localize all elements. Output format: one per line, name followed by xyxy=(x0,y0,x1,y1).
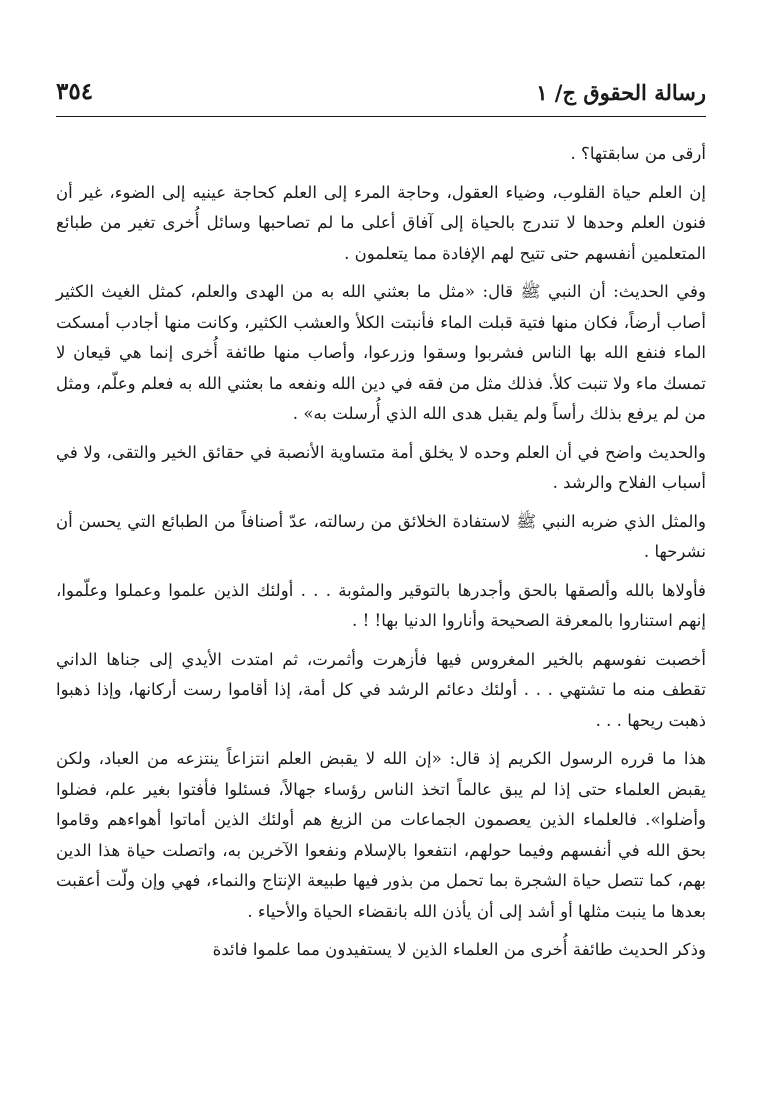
page-header xyxy=(56,78,706,117)
paragraph: وذكر الحديث طائفة أُخرى من العلماء الذين لا يستفيدون مما علموا فائدة xyxy=(212,940,706,959)
paragraph: أخصبت نفوسهم بالخير المغروس فيها فأزهرت وأثمرت، ثم امتدت الأيدي إلى جناها الداني تقطف منه ما تشتهي . . . أولئك دعائم الرشد في كل أمة، إذا أقاموا رست أركانها، وإذا ذهبوا ذهبت ريحها . . . xyxy=(56,649,706,730)
paragraph: أرقى من سابقتها؟ . xyxy=(570,144,706,163)
paragraph: هذا ما قرره الرسول الكريم إذ قال: «إن الله لا يقبض العلم انتزاعاً ينتزعه من العباد، ولكن يقبض العلماء حتى إذا لم يبق عالماً اتخذ الناس رؤساء جهالاً، فسئلوا فأفتوا بغير علم، فضلوا وأضلوا». فالعلماء الذين يعصمون الجماعات من الزيغ هم أولئك الذين أماتوا أهواءهم وقاموا بحق الله في أنفسهم وفيما حولهم، انتفعوا بالإسلام ونفعوا الآخرين به، واتصلت حياة هذا الدين بهم، كما تتصل حياة الشجرة بما تحمل من بذور فيها طبيعة الإنتاج والنماء، فهي وإن ولّت أعقبت بعدها ما ينبت مثلها أو أشد إلى أن يأذن الله بانقضاء الحياة والأحياء . xyxy=(56,749,706,921)
paragraph: إن العلم حياة القلوب، وضياء العقول، وحاجة المرء إلى العلم كحاجة عينيه إلى الضوء، غير أن فنون العلم وحدها لا تندرج بالحياة إلى آفاق أعلى ما لم تصاحبها وسائل أُخرى تغير من طبائع المتعلمين أنفسهم حتى تتيح لهم الإفادة مما يتعلمون . xyxy=(56,182,706,263)
book-title: رسالة الحقوق ج/ ١ xyxy=(536,80,706,105)
page-number: ٣٥٤ xyxy=(56,78,94,105)
paragraph: والمثل الذي ضربه النبي ﷺ لاستفادة الخلائق من رسالته، عدّ أصنافاً من الطبائع التي يحسن أن نشرحها . xyxy=(56,511,706,561)
page-body xyxy=(56,139,706,966)
paragraph: والحديث واضح في أن العلم وحده لا يخلق أمة متساوية الأنصبة في حقائق الخير والتقى، ولا في أسباب الفلاح والرشد . xyxy=(56,442,706,492)
book-page xyxy=(56,78,706,1108)
paragraph: وفي الحديث: أن النبي ﷺ قال: «مثل ما بعثني الله به من الهدى والعلم، كمثل الغيث الكثير أصاب أرضاً، فكان منها فتية قبلت الماء فأنبتت الكلأ والعشب الكثير، وكانت منها أجادب أمسكت الماء فنفع الله بها الناس فشربوا وسقوا وزرعوا، وأصاب منها طائفة أُخرى إنما هي قيعان لا تمسك ماء ولا تنبت كلأ. فذلك مثل من فقه في دين الله ونفعه ما بعثني الله به فعلم وعلّم، ومثل من لم يرفع بذلك رأساً ولم يقبل هدى الله الذي أُرسلت به» . xyxy=(56,282,706,423)
paragraph: فأولاها بالله وألصقها بالحق وأجدرها بالتوقير والمثوبة . . . أولئك الذين علموا وعملوا وعلّموا، إنهم استناروا بالمعرفة الصحيحة وأناروا الدنيا بها! ! . xyxy=(56,580,706,630)
